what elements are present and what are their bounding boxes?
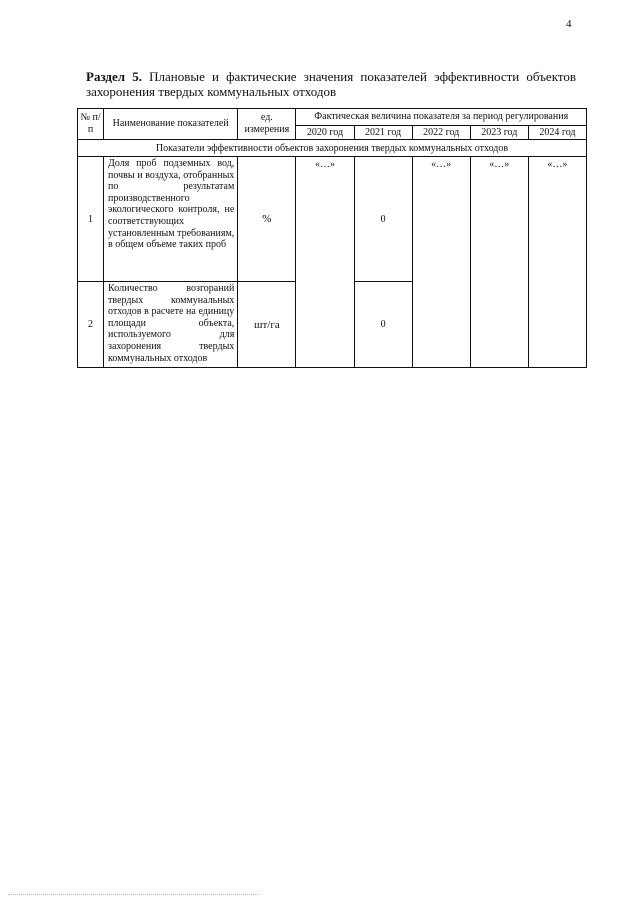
indicator-name	[104, 282, 238, 368]
value-2022: «…»	[412, 157, 470, 368]
page-number: 4	[566, 18, 572, 30]
row-number: 2	[78, 282, 104, 368]
header-year-2023: 2023 год	[470, 126, 528, 140]
header-period: Фактическая величина показателя за период регулирования	[296, 109, 587, 126]
value-2021: 0	[354, 282, 412, 368]
indicator-name-text: Доля проб подземных вод, почвы и воздуха, отобранных по результатам производственного экологического контроля, не соответствующих установленным требованиям, в общем объеме таких проб	[108, 158, 235, 251]
header-unit: ед. измерения	[238, 109, 296, 140]
section-label: Раздел 5.	[86, 69, 142, 84]
value-2023: «…»	[470, 157, 528, 368]
group-title: Показатели эффективности объектов захоронения твердых коммунальных отходов	[78, 140, 587, 157]
value-2024: «…»	[528, 157, 586, 368]
section-title	[86, 69, 576, 99]
section-text: Плановые и фактические значения показателей эффективности объектов захоронения твердых коммунальных отходов	[86, 69, 576, 99]
header-year-2020: 2020 год	[296, 126, 354, 140]
value-2021: 0	[354, 157, 412, 282]
header-year-2021: 2021 год	[354, 126, 412, 140]
indicators-table	[77, 108, 587, 368]
indicator-name	[104, 157, 238, 282]
unit: %	[238, 157, 296, 282]
scan-edge-line	[8, 894, 258, 896]
unit: шт/га	[238, 282, 296, 368]
header-year-2024: 2024 год	[528, 126, 586, 140]
header-num: № п/п	[78, 109, 104, 140]
value-2020: «…»	[296, 157, 354, 368]
header-year-2022: 2022 год	[412, 126, 470, 140]
indicator-name-text: Количество возгораний твердых коммунальных отходов в расчете на единицу площади объекта, используемого для захоронения твердых коммунальных отходов	[108, 283, 235, 364]
row-number: 1	[78, 157, 104, 282]
table-row	[78, 157, 587, 282]
header-name: Наименование показателей	[104, 109, 238, 140]
